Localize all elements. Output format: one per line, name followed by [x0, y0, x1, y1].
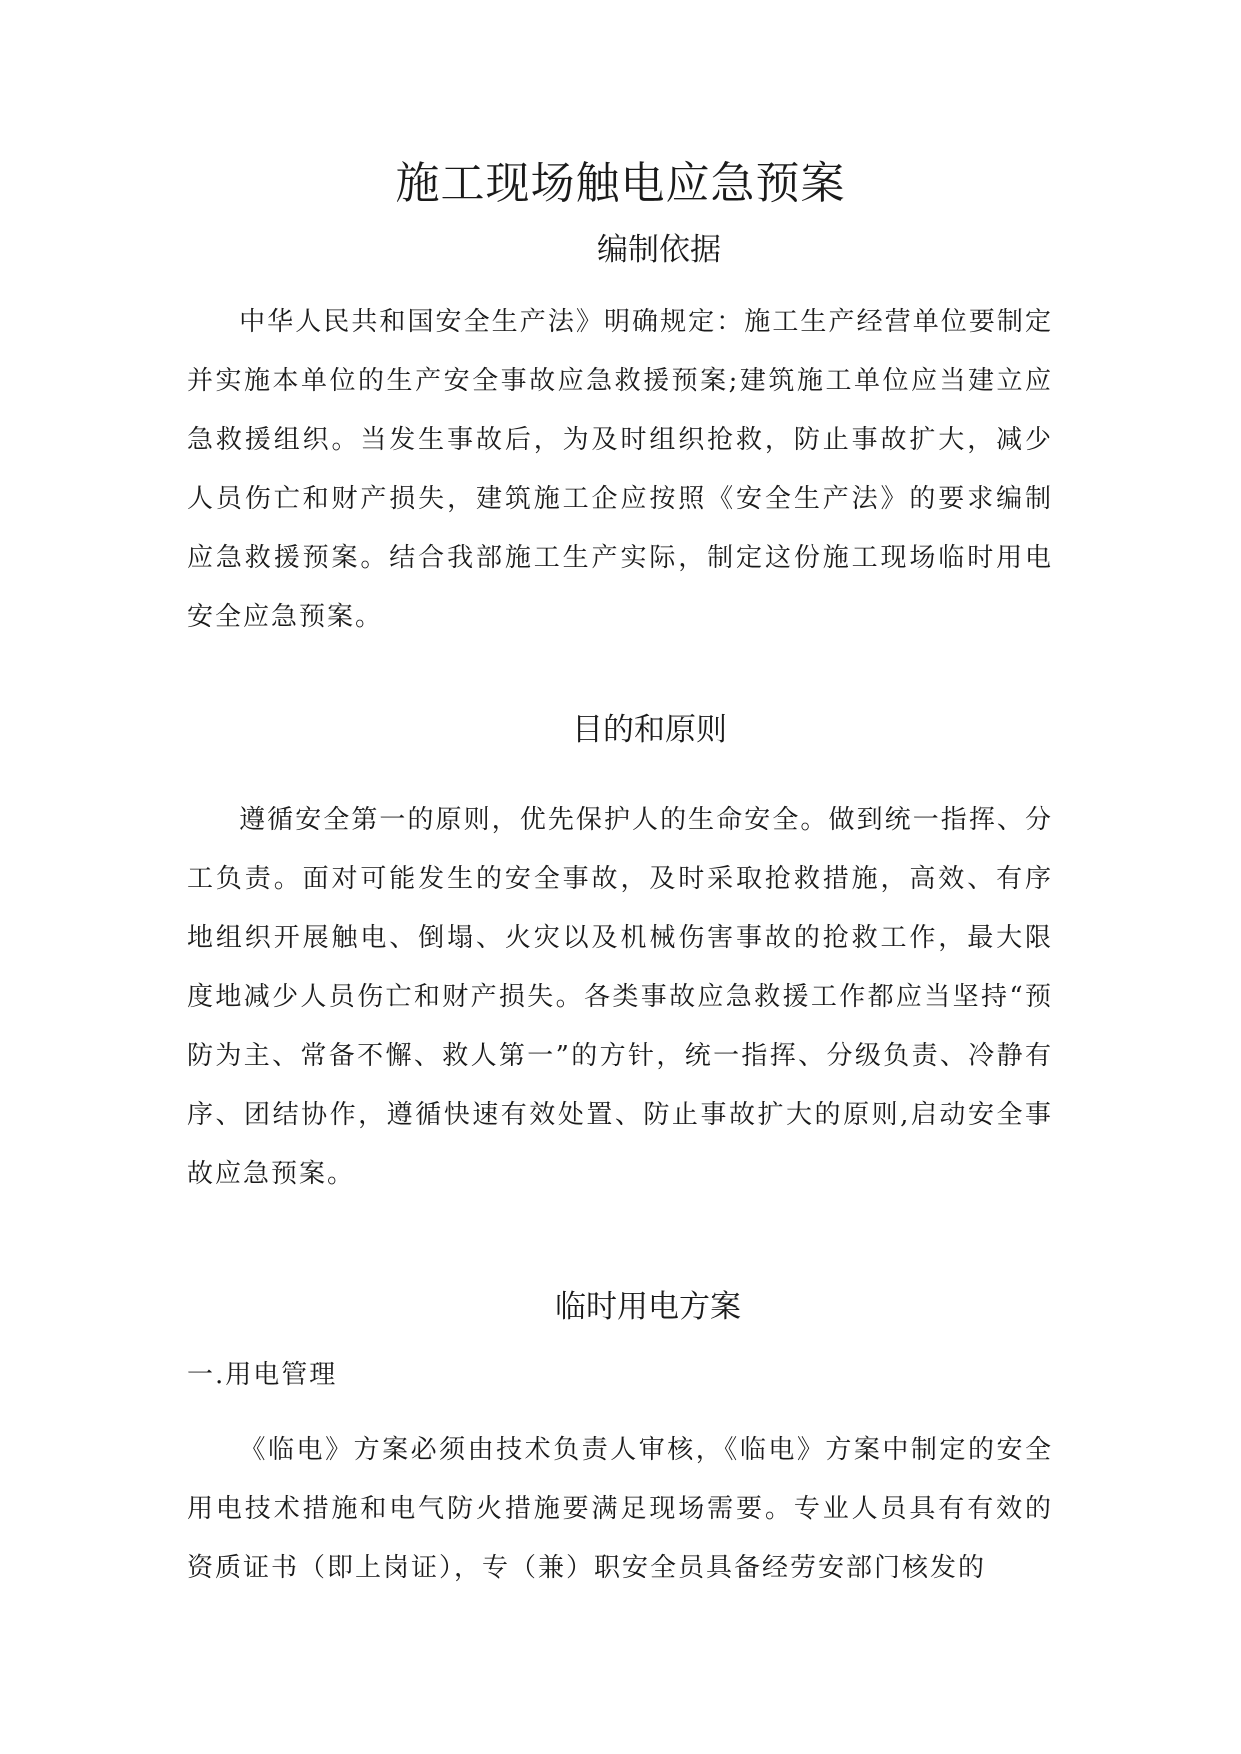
section-heading-basis: 编制依据	[597, 232, 721, 268]
section-heading-purpose: 目的和原则	[572, 712, 727, 748]
subsection-heading-management: 一.用电管理	[187, 1360, 338, 1390]
section-heading-plan: 临时用电方案	[555, 1289, 741, 1325]
paragraph-text: 遵循安全第一的原则，优先保护人的生命安全。做到统一指挥、分工负责。面对可能发生的安全事故，及时采取抢救措施，高效、有序地组织开展触电、倒塌、火灾以及机械伤害事故的抢救工作，最大限度地减少人员伤亡和财产损失。各类事故应急救援工作都应当坚持“预防为主、常备不懈、救人第一”的方针，统一指挥、分级负责、冷静有序、团结协作，遵循快速有效处置、防止事故扩大的原则,启动安全事故应急预案。	[187, 805, 1053, 1189]
document-title: 施工现场触电应急预案	[395, 158, 846, 209]
paragraph-text: 《临电》方案必须由技术负责人审核，《临电》方案中制定的安全用电技术措施和电气防火措施要满足现场需要。专业人员具有有效的资质证书（即上岗证），专（兼）职安全员具备经劳安部门核发的	[187, 1435, 1053, 1583]
paragraph-management	[187, 1421, 1053, 1598]
paragraph-basis	[187, 293, 1053, 647]
paragraph-text: 中华人民共和国安全生产法》明确规定：施工生产经营单位要制定并实施本单位的生产安全事故应急救援预案;建筑施工单位应当建立应急救援组织。当发生事故后，为及时组织抢救，防止事故扩大，减少人员伤亡和财产损失，建筑施工企应按照《安全生产法》的要求编制应急救援预案。结合我部施工生产实际，制定这份施工现场临时用电安全应急预案。	[187, 307, 1053, 632]
paragraph-purpose	[187, 791, 1053, 1204]
